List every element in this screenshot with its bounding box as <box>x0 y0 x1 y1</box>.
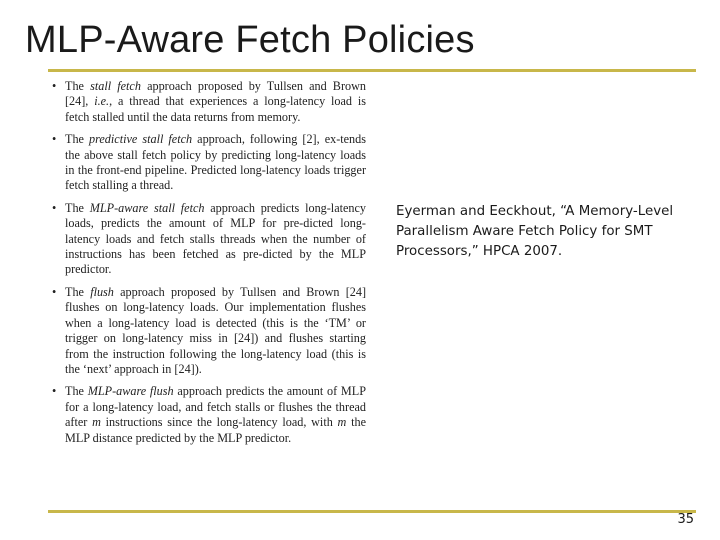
bullet-glyph: • <box>52 200 57 215</box>
excerpt-item <box>50 384 366 446</box>
excerpt-item <box>50 132 366 194</box>
excerpt-text: the MLP distance predicted by the MLP predictor. <box>65 415 366 445</box>
excerpt-italic-text: predictive stall fetch <box>89 132 193 147</box>
excerpt-text: The <box>65 79 91 93</box>
footer-divider <box>48 510 696 513</box>
paper-excerpt-image <box>50 77 366 521</box>
bullet-glyph: • <box>52 79 57 93</box>
excerpt-italic-text: stall fetch <box>90 79 141 93</box>
page-number: 35 <box>677 512 694 527</box>
excerpt-text: instructions since the long-latency load, with <box>100 415 338 430</box>
excerpt-italic-text: m <box>337 415 347 430</box>
excerpt-text: , a thread that experiences a long-latency load is fetch stalled until the data returns from memory. <box>65 94 366 124</box>
excerpt-text: approach proposed by Tullsen and Brown [24] flushes on long-latency loads. Our implementation flushes when a long-latency load is detected (this is the ‘TM’ or trigger on long-latency miss in [24]) and flushes starting from the instruction following the long-latency load (this is the ‘next’ approach in [24]). <box>65 284 367 376</box>
excerpt-text: The <box>65 284 91 299</box>
excerpt-text: The <box>65 384 88 399</box>
excerpt-italic-text: m <box>92 415 101 430</box>
excerpt-text: The <box>65 200 90 215</box>
bullet-glyph: • <box>52 284 57 299</box>
excerpt-bullet-list <box>50 79 366 446</box>
paper-citation: Eyerman and Eeckhout, “A Memory-Level Parallelism Aware Fetch Policy for SMT Processors,” HPCA 2007. <box>396 204 674 259</box>
excerpt-text: approach, following [2], ex-tends the above stall fetch policy by predicting long-latency loads in the front-end pipeline. Predicted long-latency loads trigger fetch stalling a thread. <box>65 132 366 193</box>
excerpt-text: The <box>65 132 90 147</box>
bullet-glyph: • <box>52 132 57 147</box>
excerpt-italic-text: MLP-aware stall fetch <box>89 200 205 215</box>
title-divider <box>48 69 696 72</box>
excerpt-text: approach proposed by Tullsen and Brown [24], <box>65 79 366 109</box>
excerpt-italic-text: MLP-aware flush <box>87 384 174 399</box>
excerpt-italic-text: i.e. <box>94 94 110 109</box>
excerpt-item <box>50 285 366 377</box>
excerpt-text: approach predicts long-latency loads, predicts the amount of MLP for pre-dicted long-latency loads and fetch stalls threads when the number of instructions has been fetched as pre-dicted by the MLP predictor. <box>65 200 366 277</box>
slide-title: MLP-Aware Fetch Policies <box>25 19 475 61</box>
excerpt-text: approach predicts the amount of MLP for a long-latency load, and fetch stalls or flushes the thread after <box>65 384 366 430</box>
bullet-glyph: • <box>52 384 57 399</box>
excerpt-item <box>50 201 366 278</box>
excerpt-italic-text: flush <box>90 284 114 299</box>
excerpt-item <box>50 79 366 125</box>
